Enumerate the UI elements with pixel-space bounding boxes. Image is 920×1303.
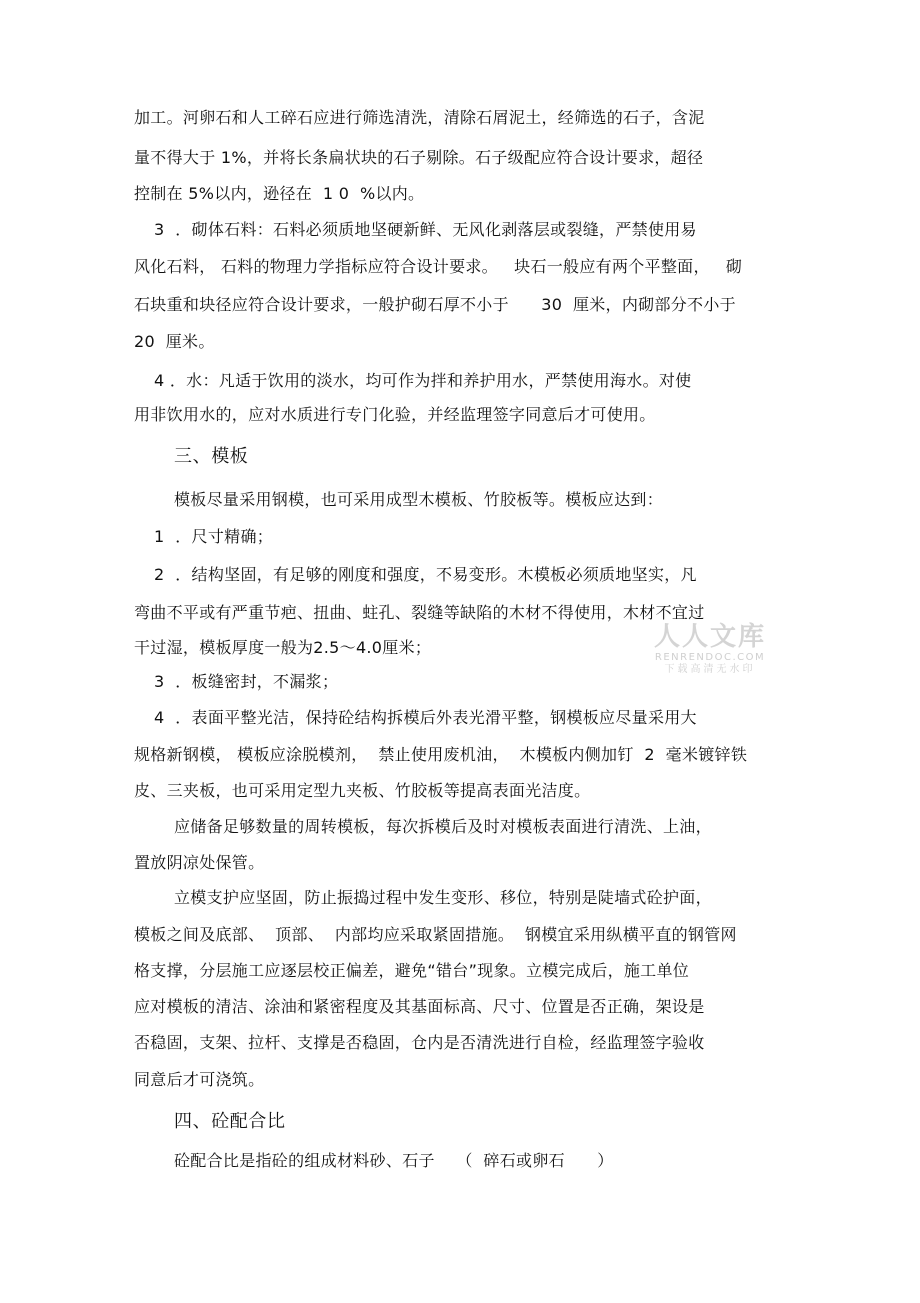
text-line: 模板尽量采用钢模，也可采用成型木模板、竹胶板等。模板应达到： [174,490,664,509]
text-line: 4 ．水：凡适于饮用的淡水，均可作为拌和养护用水，严禁使用海水。对使 [154,371,692,390]
text-line: 模板之间及底部、 顶部、 内部均应采取紧固措施。 钢模宜采用纵横平直的钢管网 [134,925,737,944]
watermark-url: RENRENDOC.COM [654,652,766,663]
text-line: 格支撑，分层施工应逐层校正偏差，避免“错台”现象。立模完成后，施工单位 [134,961,690,980]
text-line: 3 ．板缝密封，不漏浆； [154,672,339,691]
section-heading-mix-ratio: 四、砼配合比 [174,1111,286,1132]
text-line: 砼配合比是指砼的组成材料砂、石子 （ 碎石或卵石 ） [174,1151,614,1170]
text-line: 量不得大于 1%，并将长条扁状块的石子剔除。石子级配应符合设计要求，超径 [134,148,704,167]
text-line: 否稳固，支架、拉杆、支撑是否稳固，仓内是否清洗进行自检，经监理签字验收 [134,1033,705,1052]
text-line: 20 厘米。 [134,332,215,351]
text-line: 应储备足够数量的周转模板，每次拆模后及时对模板表面进行清洗、上油， [174,817,712,836]
watermark [640,622,780,676]
text-line: 规格新钢模， 模板应涂脱模剂， 禁止使用废机油， 木模板内侧加钉 2 毫米镀锌铁 [134,745,748,764]
text-line: 干过湿，模板厚度一般为2.5～4.0厘米； [134,638,432,657]
text-line: 应对模板的清洁、涂油和紧密程度及其基面标高、尺寸、位置是否正确，架设是 [134,997,705,1016]
text-line: 风化石料， 石料的物理力学指标应符合设计要求。 块石一般应有两个平整面， 砌 [134,257,743,276]
watermark-subtitle: 下载高清无水印 [664,664,756,675]
text-line: 皮、三夹板，也可采用定型九夹板、竹胶板等提高表面光洁度。 [134,781,591,800]
text-line: 立模支护应坚固，防止振捣过程中发生变形、移位，特别是陡墙式砼护面， [174,888,712,907]
text-line: 1 ．尺寸精确； [154,527,274,546]
text-line: 加工。河卵石和人工碎石应进行筛选清洗，清除石屑泥土，经筛选的石子，含泥 [134,108,705,127]
watermark-title: 人人文库 [653,622,766,652]
text-line: 弯曲不平或有严重节疤、扭曲、蛀孔、裂缝等缺陷的木材不得使用，木材不宜过 [134,603,705,622]
text-line: 用非饮用水的，应对水质进行专门化验，并经监理签字同意后才可使用。 [134,405,656,424]
text-line: 置放阴凉处保管。 [134,853,265,872]
text-line: 控制在 5%以内，逊径在 1 0 %以内。 [134,184,425,203]
text-line: 石块重和块径应符合设计要求，一般护砌石厚不小于 30 厘米，内砌部分不小于 [134,295,736,314]
text-line: 2 ．结构坚固，有足够的刚度和强度，不易变形。木模板必须质地坚实，凡 [154,565,697,584]
text-line: 同意后才可浇筑。 [134,1070,265,1089]
text-line: 4 ．表面平整光洁，保持砼结构拆模后外表光滑平整，钢模板应尽量采用大 [154,708,697,727]
text-line: 3 ．砌体石料：石料必须质地坚硬新鲜、无风化剥落层或裂缝，严禁使用易 [154,220,697,239]
section-heading-templates: 三、模板 [174,446,249,467]
